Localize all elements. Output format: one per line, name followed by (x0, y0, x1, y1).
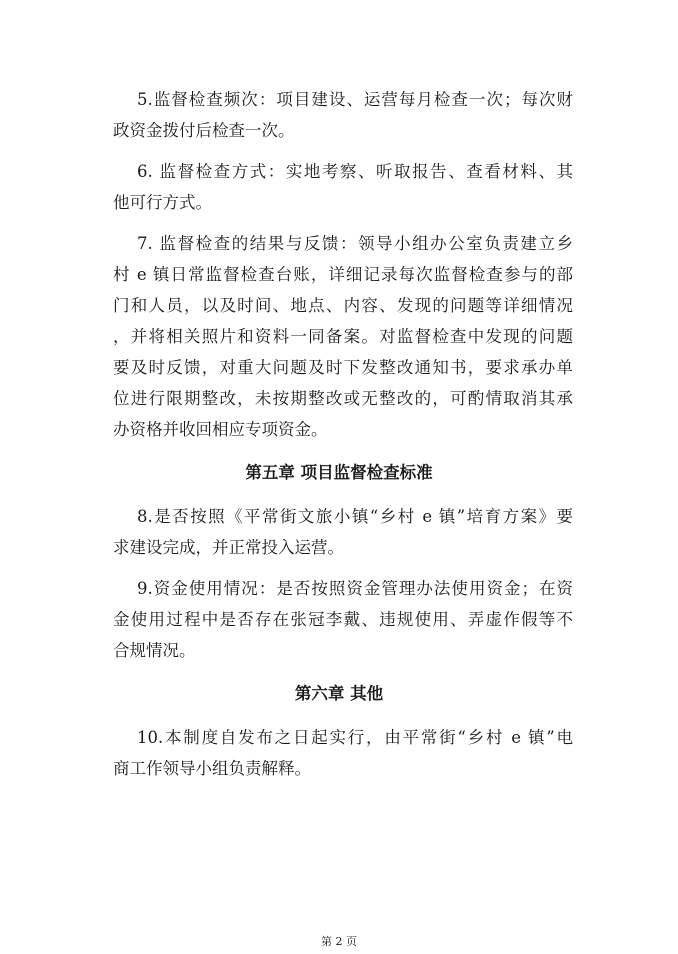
paragraph-8-line-1: 8.是否按照《平常街文旅小镇“乡村 e 镇”培育方案》要 (137, 507, 573, 526)
chapter-6-heading: 第六章 其他 (294, 684, 384, 703)
paragraph-7-line-6: 位进行限期整改，未按期整改或无整改的，可酌情取消其承 (113, 389, 573, 408)
paragraph-9-line-1: 9.资金使用情况：是否按照资金管理办法使用资金；在资 (137, 579, 573, 598)
paragraph-6-line-2: 他可行方式。 (113, 193, 212, 212)
paragraph-10-line-1: 10.本制度自发布之日起实行，由平常街“乡村 e 镇”电 (137, 728, 573, 747)
paragraph-7-line-7: 办资格并收回相应专项资金。 (113, 420, 328, 439)
paragraph-10-line-2: 商工作领导小组负责解释。 (113, 759, 311, 778)
paragraph-7-line-3: 门和人员，以及时间、地点、内容、发现的问题等详细情况 (113, 296, 573, 315)
paragraph-8-line-2: 求建设完成，并正常投入运营。 (113, 538, 344, 557)
paragraph-5-line-2: 政资金拨付后检查一次。 (113, 121, 295, 140)
chapter-5-heading: 第五章 项目监督检查标准 (245, 463, 433, 482)
paragraph-9-line-2: 金使用过程中是否存在张冠李戴、违规使用、弄虚作假等不 (113, 610, 573, 629)
paragraph-7-line-2: 村 e 镇日常监督检查台账，详细记录每次监督检查参与的部 (113, 265, 573, 284)
page-number-footer: 第 2 页 (321, 935, 357, 948)
paragraph-7-line-4: ，并将相关照片和资料一同备案。对监督检查中发现的问题 (113, 327, 573, 346)
paragraph-9-line-3: 合规情况。 (113, 641, 196, 660)
paragraph-6-line-1: 6. 监督检查方式：实地考察、听取报告、查看材料、其 (137, 162, 573, 181)
paragraph-7-line-1: 7. 监督检查的结果与反馈：领导小组办公室负责建立乡 (137, 234, 573, 253)
paragraph-5-line-1: 5.监督检查频次：项目建设、运营每月检查一次；每次财 (137, 90, 573, 109)
paragraph-7-line-5: 要及时反馈，对重大问题及时下发整改通知书，要求承办单 (113, 358, 573, 377)
